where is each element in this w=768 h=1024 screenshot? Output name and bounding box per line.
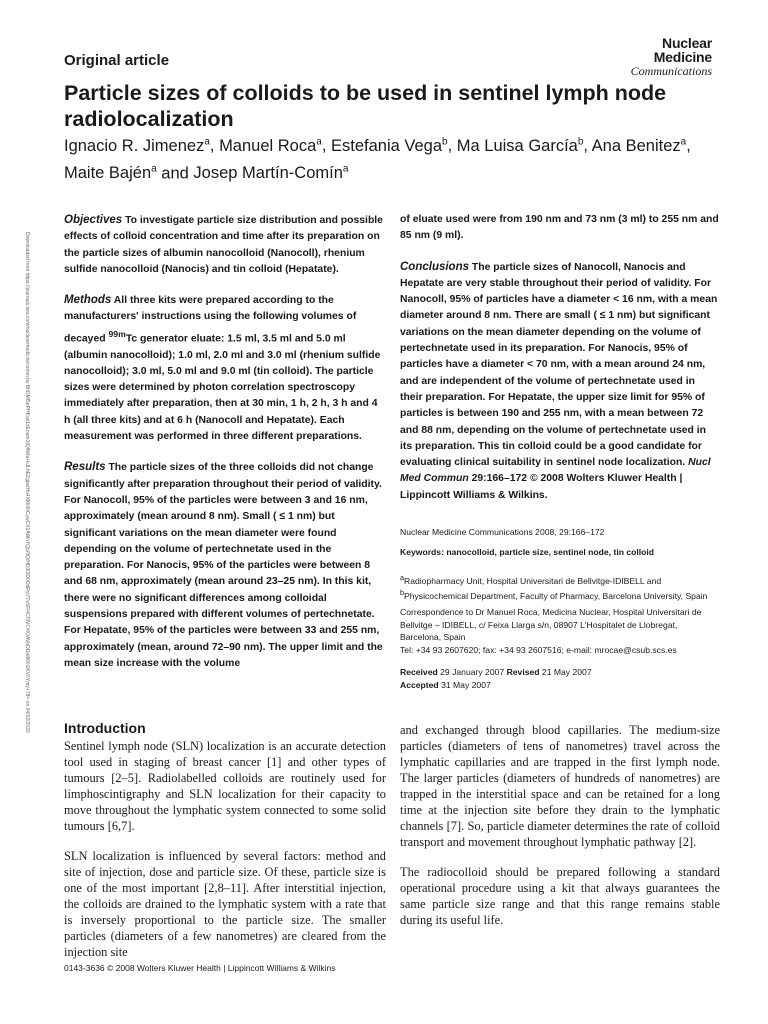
correspondence-address: Correspondence to Dr Manuel Roca, Medicina Nuclear, Hospital Universitari de Bellvitge – IDIBELL, c/ Feixa Llarga s/n, 08907 L'Hospitalet de Llobregat, Barcelona, Spain <box>400 607 702 643</box>
article-dates <box>400 666 720 691</box>
affiliations <box>400 572 720 603</box>
intro-paragraph-1: Sentinel lymph node (SLN) localization is an accurate detection tool used in staging of breast cancer [1] and other types of tumours [2–5]. Radiolabelled colloids are routinely used for limphoscintigraphy and SLN localization for their capacity to move throughout the lymphatic system connected to some solid tumours [6,7]. <box>64 739 386 833</box>
author-affiliation-mark: b <box>577 136 584 147</box>
abstract-methods <box>64 292 384 445</box>
author-affiliation-mark: a <box>204 136 210 147</box>
affiliation-b: $^b$Physicochemical Department, Faculty of Pharmacy, Barcelona University, Spain <box>400 589 708 602</box>
conclusions-heading: Conclusions <box>400 260 470 273</box>
conclusions-text: The particle sizes of Nanocoll, Nanocis and Hepatate are very stable throughout their period of validity. For Nanocoll, 95% of particles have a diameter < 16 nm, with a mean diameter around 8 nm. There are small ( ≤ 1 nm) but significant variations on the mean diameter depending on the volume of pertechnetate used in its preparation. For Nanocis, 95% of particles have a diameter < 70 nm, with a mean around 24 nm, and are independent of the volume of pertechnetate used in their preparation. For Hepatate, the upper size limit for 95% of particles is between 190 and 255 nm, with a mean between 72 and 88 nm, depending on the volume of pertechnetate used in its preparation. This tin colloid could be a good candidate for evaluating clinical suitability in sentinel node localization. <box>400 261 718 469</box>
date-line-1 <box>400 666 720 679</box>
journal-logo <box>631 36 712 78</box>
copyright-footer: 0143-3636 © 2008 Wolters Kluwer Health | Lippincott Williams & Wilkins <box>64 963 336 973</box>
results-heading: Results <box>64 461 106 474</box>
methods-isotope-sup: 99m <box>108 328 126 339</box>
revised-date: 21 May 2007 <box>541 667 592 677</box>
intro-paragraph-3: and exchanged through blood capillaries. The medium-size particles (diameters of tens of nanometres) travel across the lymphatic capillaries and are trapped in the first lymph node. The larger particles (diameters of hundreds of nanometres) are trapped in the interstitial space and can be retained for a long time at the injection site before they drain to the lymphatic channels [7]. So, particle diameter determines the rate of colloid transport and movement throughout lymphatic pathway [2]. <box>400 723 720 849</box>
introduction-heading: Introduction <box>64 720 146 736</box>
article-type-label: Original article <box>64 52 170 69</box>
abstract-results <box>64 459 384 672</box>
author-affiliation-mark: a <box>680 136 687 147</box>
correspondence <box>400 606 720 656</box>
journal-logo-line2: Medicine <box>653 49 712 65</box>
author-name: Ana Benitez$^a$ <box>591 136 687 155</box>
accepted-date: 31 May 2007 <box>441 679 491 690</box>
author-affiliation-mark: b <box>442 136 448 147</box>
affiliation-a: $^a$Radiopharmacy Unit, Hospital Universitari de Bellvitge-IDIBELL and <box>400 574 662 586</box>
journal-reference: Nuclear Medicine Communications 2008, 29:166–172 <box>400 527 605 537</box>
download-note <box>22 232 32 752</box>
objectives-text: To investigate particle size distribution and possible effects of colloid concentration and time after its preparation on the particle sizes of albumin nanocolloid (Nanocoll), rhenium sulfide nanocolloid (Nanocis) and tin colloid (Hepatate). <box>64 215 383 275</box>
author-list: Ignacio R. Jimenez$^a$, Manuel Roca$^a$, Estefania Vega$^b$, Ma Luisa García$^b$, Ana Benitez$^a$, Maite Bajén$^a$ and Josep Martín-Comín$^a$ <box>64 136 691 182</box>
keywords: Keywords: nanocolloid, particle size, sentinel node, tin colloid <box>400 547 655 557</box>
intro-paragraph-2: SLN localization is influenced by several factors: method and site of injection, dose and particle size. Of these, particle size is one of the most important [2,8–11]. After interstitial injection, the colloids are drained to the lymphatic system with a rate that is inversely proportional to the particle size. The smaller particles (diameters of a few nanometres) are cleared from the injection site <box>64 849 386 959</box>
accepted-label: Accepted <box>400 679 439 690</box>
methods-text-a: All three kits were prepared according to the manufacturers' instructions using the following volumes of decayed <box>64 295 357 345</box>
results-text: The particle sizes of the three colloids did not change significantly after preparation throughout their period of validity. For Nanocoll, 95% of the particles were between 3 and 16 nm, approximately (mean around 8 nm). Small ( ≤ 1 nm) but significant variations on the mean diameter were found depending on the volume of pertechnetate used in the preparation. For Nanocis, 95% of the particles were between 8 and 68 nm, approximately (mean around 23–25 nm). In this kit, there were no significant differences among colloidal suspensions prepared with different volumes of pertechnetate. For Hepatate, 95% of the particles were between 33 and 255 nm, approximately (mean, around 72–90 nm). The upper limit and the mean size increase with the volume <box>64 462 383 669</box>
intro-right-column <box>400 722 720 942</box>
revised-label: Revised <box>506 667 540 677</box>
results-continued: of eluate used were from 190 nm and 73 nm (3 ml) to 255 nm and 85 nm (9 ml). <box>400 214 719 242</box>
author-name: Josep Martín-Comín$^a$ <box>193 163 349 182</box>
journal-logo-line1: Nuclear <box>662 35 712 51</box>
author-name: Manuel Roca$^a$ <box>219 136 322 155</box>
author-affiliation-mark: a <box>316 136 322 147</box>
correspondence-contact: Tel: +34 93 2607620; fax: +34 93 2607516; e-mail: mrocae@csub.scs.es <box>400 644 677 655</box>
intro-paragraph-4: The radiocolloid should be prepared following a standard operational procedure using a kit that always guarantees the same particle size range and that this range remains stable during its useful life. <box>400 865 720 927</box>
download-note-text: Downloaded from https://journals.lww.com/nuclearmedicinecomm by BhDMf5ePHKav1zEoum1tQfN4a+kJLhEZgbsIHo4XMi0hCywCX1AWnYQp/IlQrHD3i3D0OdRyi7TvSFl4Cf3VC4/OAVpDDa8KKGKV0Ymy+78= on 04/02/2020 <box>24 232 30 733</box>
citation-journal: Nucl Med Commun <box>400 457 711 485</box>
author-affiliation-mark: a <box>151 163 157 175</box>
author-name: Maite Bajén$^a$ <box>64 163 157 182</box>
objectives-heading: Objectives <box>64 214 123 226</box>
abstract-right-column <box>400 212 720 518</box>
journal-logo-line3: Communications <box>630 64 712 78</box>
received-label: Received <box>400 667 438 677</box>
methods-heading: Methods <box>64 294 112 307</box>
author-name: Estefania Vega$^b$ <box>331 136 448 155</box>
intro-left-column <box>64 720 386 974</box>
author-name: Ignacio R. Jimenez$^a$ <box>64 136 210 155</box>
methods-text-b: Tc generator eluate: 1.5 ml, 3.5 ml and 5.0 ml (albumin nanocolloid); 1.0 ml, 2.0 ml and 3.0 ml (rhenium sulfide nanocolloid); 3.0 ml, 5.0 ml and 9.0 ml (tin colloid). The particle sizes were determined by photon correlation spectroscopy immediately after preparation, then at 30 min, 1 h, 2 h, 3 h and 4 h (all three kits) and at 6 h (Nanocoll and Hepatate). Each measurement was performed in three different preparations. <box>64 333 381 443</box>
citation-rest: 29:166–172 © 2008 Wolters Kluwer Health | Lippincott Williams & Wilkins. <box>400 473 683 501</box>
author-name: Ma Luisa García$^b$ <box>456 136 584 155</box>
abstract-objectives <box>64 212 384 278</box>
abstract-left-column <box>64 212 384 686</box>
author-affiliation-mark: a <box>342 163 349 175</box>
received-date: 29 January 2007 <box>440 667 505 677</box>
article-title: Particle sizes of colloids to be used in sentinel lymph node radiolocalization <box>64 81 667 131</box>
abstract-conclusions <box>400 259 720 504</box>
date-line-2 <box>400 679 720 692</box>
